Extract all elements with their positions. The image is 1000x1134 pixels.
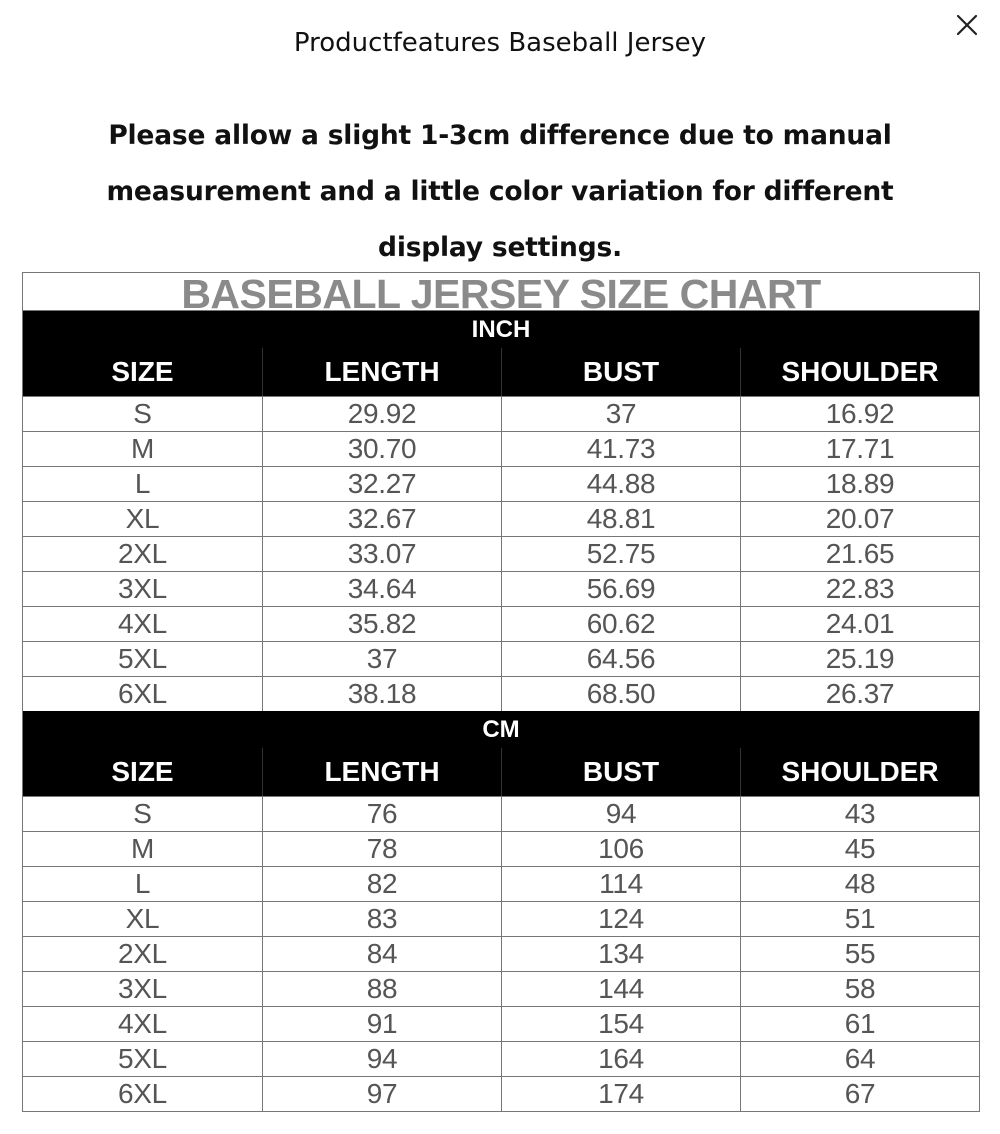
table-cell-size: XL xyxy=(125,903,160,934)
table-cell-size: 2XL xyxy=(118,938,167,969)
table-cell-size: S xyxy=(133,398,152,429)
table-cell-shoulder: 24.01 xyxy=(740,607,979,641)
table-cell-length: 34.64 xyxy=(262,572,501,606)
table-cell-shoulder: 45 xyxy=(740,832,979,866)
table-cell-bust: 56.69 xyxy=(501,572,740,606)
table-cell-length: 76 xyxy=(262,797,501,831)
table-cell-bust: 174 xyxy=(501,1077,740,1111)
table-row xyxy=(23,936,979,971)
table-cell-size: S xyxy=(133,798,152,829)
table-cell-size: XL xyxy=(125,503,160,534)
table-cell-length: 84 xyxy=(262,937,501,971)
table-cell-bust: 114 xyxy=(501,867,740,901)
table-cell-size: 6XL xyxy=(118,678,167,709)
table-cell-shoulder: 26.37 xyxy=(740,677,979,711)
table-row xyxy=(23,901,979,936)
column-header-size: SIZE xyxy=(111,756,174,787)
table-row xyxy=(23,866,979,901)
table-row xyxy=(23,831,979,866)
table-cell-shoulder: 67 xyxy=(740,1077,979,1111)
table-cell-length: 91 xyxy=(262,1007,501,1041)
column-header-shoulder: SHOULDER xyxy=(740,748,979,796)
table-cell-size: M xyxy=(130,833,155,864)
table-cell-bust: 94 xyxy=(501,797,740,831)
table-cell-bust: 144 xyxy=(501,972,740,1006)
table-cell-length: 82 xyxy=(262,867,501,901)
table-cell-length: 97 xyxy=(262,1077,501,1111)
size-section-inch xyxy=(23,311,979,711)
unit-header: INCH xyxy=(23,311,979,348)
table-cell-size: 4XL xyxy=(118,608,167,639)
column-header-length: LENGTH xyxy=(262,348,501,396)
table-cell-length: 94 xyxy=(262,1042,501,1076)
table-cell-shoulder: 51 xyxy=(740,902,979,936)
table-cell-length: 38.18 xyxy=(262,677,501,711)
size-chart-sections xyxy=(23,311,979,1111)
table-cell-bust: 64.56 xyxy=(501,642,740,676)
modal-title: Productfeatures Baseball Jersey xyxy=(293,28,707,58)
table-cell-shoulder: 18.89 xyxy=(740,467,979,501)
table-cell-shoulder: 64 xyxy=(740,1042,979,1076)
table-cell-shoulder: 43 xyxy=(740,797,979,831)
table-cell-length: 32.27 xyxy=(262,467,501,501)
table-cell-bust: 124 xyxy=(501,902,740,936)
table-row xyxy=(23,1006,979,1041)
table-cell-size: 5XL xyxy=(118,1043,167,1074)
table-cell-bust: 134 xyxy=(501,937,740,971)
size-chart-title: BASEBALL JERSEY SIZE CHART xyxy=(23,273,979,311)
table-cell-bust: 106 xyxy=(501,832,740,866)
table-cell-length: 37 xyxy=(262,642,501,676)
table-cell-size: L xyxy=(134,468,151,499)
column-header-size: SIZE xyxy=(111,356,174,387)
table-row xyxy=(23,971,979,1006)
table-row xyxy=(23,606,979,641)
measurement-notice: Please allow a slight 1-3cm difference due to manual measurement and a little color variation for different display settings. xyxy=(106,120,894,263)
table-cell-shoulder: 58 xyxy=(740,972,979,1006)
table-cell-length: 35.82 xyxy=(262,607,501,641)
column-header-bust: BUST xyxy=(501,348,740,396)
table-cell-length: 83 xyxy=(262,902,501,936)
table-cell-bust: 68.50 xyxy=(501,677,740,711)
table-cell-shoulder: 22.83 xyxy=(740,572,979,606)
table-row xyxy=(23,501,979,536)
table-cell-length: 78 xyxy=(262,832,501,866)
table-cell-size: 3XL xyxy=(118,973,167,1004)
table-cell-size: 6XL xyxy=(118,1078,167,1109)
table-cell-shoulder: 25.19 xyxy=(740,642,979,676)
table-cell-length: 30.70 xyxy=(262,432,501,466)
table-row xyxy=(23,571,979,606)
table-cell-bust: 164 xyxy=(501,1042,740,1076)
table-cell-bust: 44.88 xyxy=(501,467,740,501)
table-row xyxy=(23,676,979,711)
table-row xyxy=(23,431,979,466)
table-row xyxy=(23,536,979,571)
table-cell-bust: 154 xyxy=(501,1007,740,1041)
table-cell-length: 88 xyxy=(262,972,501,1006)
column-header-length: LENGTH xyxy=(262,748,501,796)
column-header-shoulder: SHOULDER xyxy=(740,348,979,396)
table-row xyxy=(23,796,979,831)
table-cell-bust: 52.75 xyxy=(501,537,740,571)
unit-header: CM xyxy=(23,711,979,748)
table-row xyxy=(23,1041,979,1076)
table-cell-size: 2XL xyxy=(118,538,167,569)
table-cell-shoulder: 48 xyxy=(740,867,979,901)
table-cell-bust: 37 xyxy=(501,397,740,431)
table-row xyxy=(23,466,979,501)
table-cell-size: L xyxy=(134,868,151,899)
column-header-bust: BUST xyxy=(501,748,740,796)
table-cell-bust: 60.62 xyxy=(501,607,740,641)
table-cell-shoulder: 17.71 xyxy=(740,432,979,466)
table-cell-shoulder: 61 xyxy=(740,1007,979,1041)
table-cell-shoulder: 55 xyxy=(740,937,979,971)
table-cell-shoulder: 16.92 xyxy=(740,397,979,431)
table-row xyxy=(23,396,979,431)
table-cell-bust: 41.73 xyxy=(501,432,740,466)
size-chart-table xyxy=(22,272,980,1112)
table-cell-size: 5XL xyxy=(118,643,167,674)
table-cell-shoulder: 20.07 xyxy=(740,502,979,536)
table-cell-size: 3XL xyxy=(118,573,167,604)
table-row xyxy=(23,641,979,676)
table-cell-size: 4XL xyxy=(118,1008,167,1039)
table-cell-length: 32.67 xyxy=(262,502,501,536)
table-cell-length: 33.07 xyxy=(262,537,501,571)
table-cell-size: M xyxy=(130,433,155,464)
size-section-cm xyxy=(23,711,979,1111)
table-cell-bust: 48.81 xyxy=(501,502,740,536)
column-header-row xyxy=(23,748,979,796)
table-cell-shoulder: 21.65 xyxy=(740,537,979,571)
table-cell-length: 29.92 xyxy=(262,397,501,431)
column-header-row xyxy=(23,348,979,396)
table-row xyxy=(23,1076,979,1111)
